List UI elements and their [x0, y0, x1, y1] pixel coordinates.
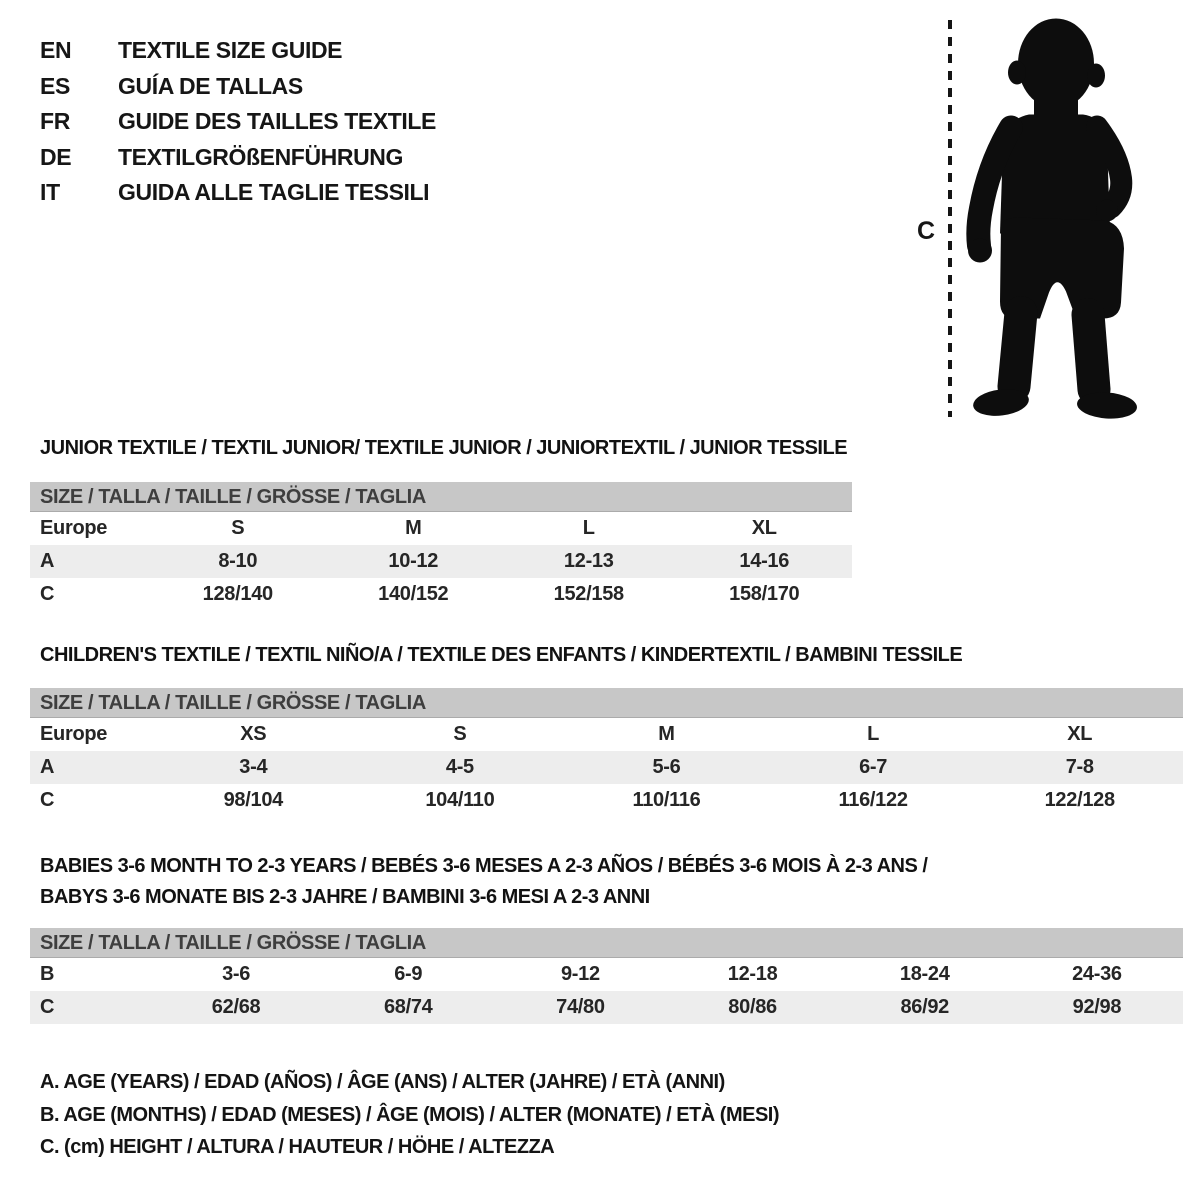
height-measure-line: [948, 20, 952, 417]
legend-line-a: A. AGE (YEARS) / EDAD (AÑOS) / ÂGE (ANS) / ALTER (JAHRE) / ETÀ (ANNI): [40, 1071, 725, 1093]
cell-value: 6-9: [394, 963, 423, 985]
cell-value: 98/104: [223, 789, 283, 811]
row-label: C: [40, 996, 55, 1018]
cell-value: 86/92: [900, 996, 950, 1018]
language-row: [40, 175, 436, 211]
language-code: IT: [40, 179, 60, 206]
cell-value: 92/98: [1072, 996, 1122, 1018]
cell-value: 62/68: [211, 996, 261, 1018]
language-code: FR: [40, 108, 71, 135]
cell-value: XL: [751, 517, 777, 539]
children-size-table: [30, 688, 1183, 817]
table-row-height: [30, 784, 1183, 817]
toddler-silhouette-shape: [968, 19, 1138, 421]
cell-value: M: [405, 517, 422, 539]
cell-value: 152/158: [553, 583, 624, 605]
cell-value: M: [658, 723, 675, 745]
cell-value: 80/86: [728, 996, 777, 1018]
row-label: A: [40, 550, 55, 572]
height-measure-label: C: [917, 217, 936, 245]
cell-value: 10-12: [388, 550, 439, 572]
row-label: A: [40, 756, 55, 778]
cell-value: 110/116: [632, 789, 701, 811]
size-table-header: SIZE / TALLA / TAILLE / GRÖSSE / TAGLIA: [30, 928, 1183, 958]
babies-size-table: [30, 928, 1183, 1024]
row-label: Europe: [40, 723, 108, 745]
language-row: [40, 140, 436, 176]
cell-value: 12-18: [727, 963, 778, 985]
legend-line-b: B. AGE (MONTHS) / EDAD (MESES) / ÂGE (MOIS) / ALTER (MONATE) / ETÀ (MESI): [40, 1103, 780, 1126]
row-label: B: [40, 963, 55, 985]
cell-value: 74/80: [556, 996, 605, 1018]
language-title-list: [40, 33, 436, 211]
guide-title: TEXTILE SIZE GUIDE: [118, 37, 343, 64]
cell-value: 68/74: [383, 996, 433, 1018]
language-code: ES: [40, 72, 71, 99]
table-row-europe: [30, 718, 1183, 751]
table-row-height: [30, 578, 852, 611]
section-title-babies-line2: BABYS 3-6 MONATE BIS 2-3 JAHRE / BAMBINI 3-6 MESI A 2-3 ANNI: [40, 886, 650, 908]
row-label: C: [40, 789, 55, 811]
section-title-junior: JUNIOR TEXTILE / TEXTIL JUNIOR/ TEXTILE JUNIOR / JUNIORTEXTIL / JUNIOR TESSILE: [40, 437, 848, 459]
cell-value: 9-12: [560, 963, 600, 985]
toddler-silhouette-icon: [955, 14, 1150, 420]
cell-value: 140/152: [378, 583, 449, 605]
cell-value: 122/128: [1044, 789, 1115, 811]
cell-value: 14-16: [739, 550, 790, 572]
language-row: [40, 69, 436, 105]
guide-title: TEXTILGRÖßENFÜHRUNG: [118, 143, 403, 170]
table-row-age-years: [30, 751, 1183, 784]
cell-value: 18-24: [899, 963, 950, 985]
legend-line-c: C. (cm) HEIGHT / ALTURA / HAUTEUR / HÖHE / ALTEZZA: [40, 1136, 555, 1158]
guide-title: GUIDA ALLE TAGLIE TESSILI: [118, 179, 430, 206]
language-code: DE: [40, 143, 72, 170]
cell-value: S: [231, 517, 245, 539]
size-table-header: SIZE / TALLA / TAILLE / GRÖSSE / TAGLIA: [30, 482, 852, 512]
table-row-europe: [30, 512, 852, 545]
cell-value: XS: [240, 723, 267, 745]
cell-value: 116/122: [838, 789, 908, 811]
section-title-children: CHILDREN'S TEXTILE / TEXTIL NIÑO/A / TEXTILE DES ENFANTS / KINDERTEXTIL / BAMBINI TESSILE: [40, 644, 963, 666]
row-label: C: [40, 583, 55, 605]
table-row-age-years: [30, 545, 852, 578]
cell-value: 104/110: [425, 789, 495, 811]
guide-title: GUIDE DES TAILLES TEXTILE: [118, 108, 436, 135]
size-table-header: SIZE / TALLA / TAILLE / GRÖSSE / TAGLIA: [30, 688, 1183, 718]
cell-value: 5-6: [652, 756, 681, 778]
row-label: Europe: [40, 517, 108, 539]
language-row: [40, 33, 436, 69]
language-row: [40, 104, 436, 140]
cell-value: 8-10: [218, 550, 258, 572]
cell-value: 3-4: [239, 756, 268, 778]
cell-value: 128/140: [202, 583, 273, 605]
table-row-height: [30, 991, 1183, 1024]
cell-value: 7-8: [1065, 756, 1094, 778]
language-code: EN: [40, 37, 72, 64]
table-row-age-months: [30, 958, 1183, 991]
cell-value: L: [582, 517, 595, 539]
cell-value: XL: [1067, 723, 1093, 745]
cell-value: 158/170: [729, 583, 800, 605]
cell-value: 12-13: [563, 550, 614, 572]
measurement-legend: [40, 1066, 779, 1164]
cell-value: S: [453, 723, 467, 745]
cell-value: 3-6: [222, 963, 251, 985]
cell-value: 6-7: [859, 756, 888, 778]
cell-value: L: [867, 723, 880, 745]
section-title-babies-line1: BABIES 3-6 MONTH TO 2-3 YEARS / BEBÉS 3-6 MESES A 2-3 AÑOS / BÉBÉS 3-6 MOIS À 2-3 ANS /: [40, 855, 928, 877]
cell-value: 24-36: [1072, 963, 1122, 985]
junior-size-table: [30, 482, 852, 611]
section-title-babies: [40, 851, 927, 913]
guide-title: GUÍA DE TALLAS: [118, 72, 303, 99]
cell-value: 4-5: [445, 756, 474, 778]
